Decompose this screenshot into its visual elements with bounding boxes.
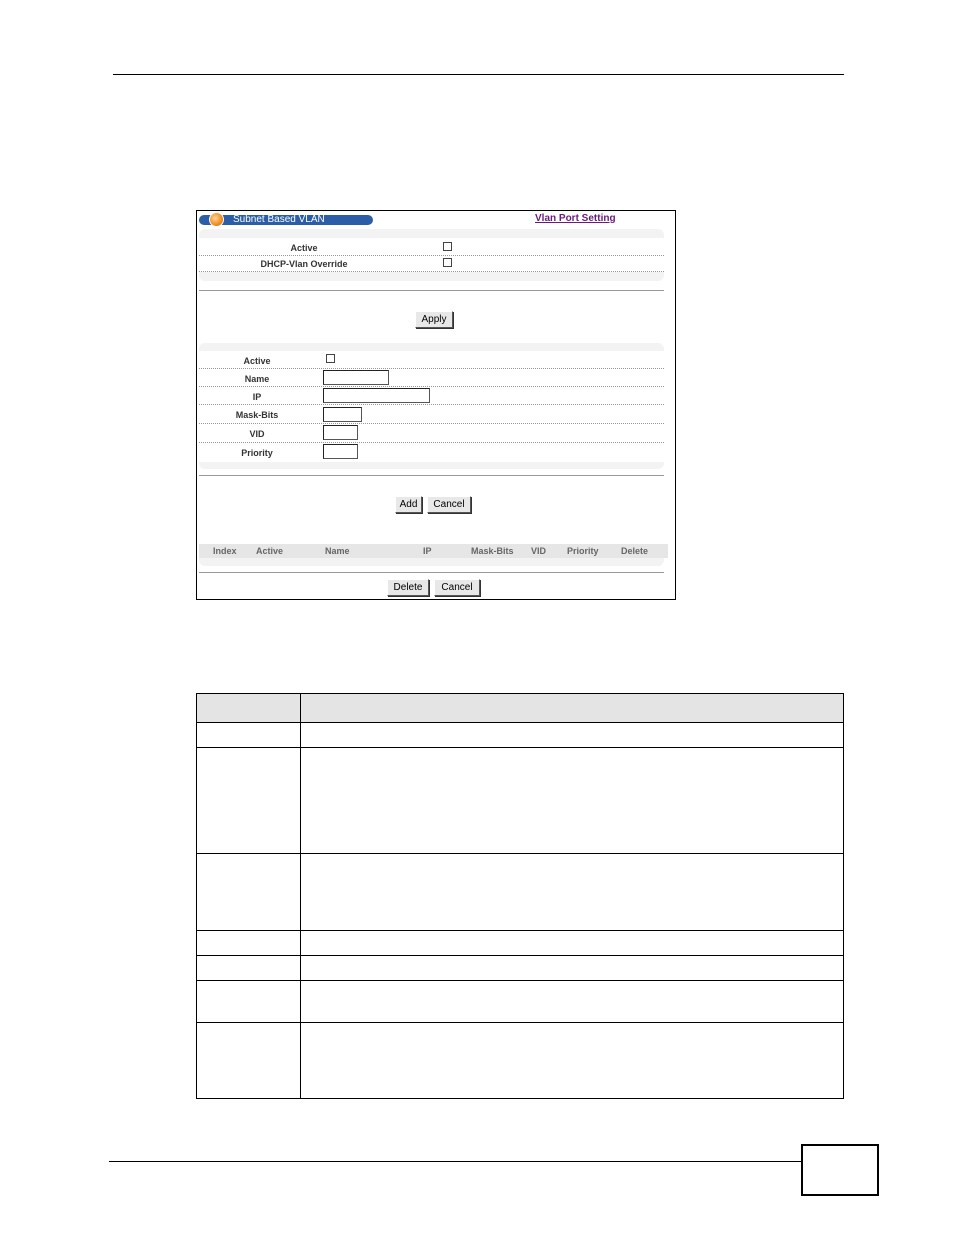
page-footer-rule [109,1161,801,1162]
dhcp-override-label: DHCP-Vlan Override [260,259,348,269]
table-column-divider [300,694,301,1098]
page-header-rule [113,74,844,75]
active-label: Active [290,243,318,253]
vid-input[interactable] [323,425,358,440]
apply-button[interactable]: Apply [415,311,453,328]
column-active: Active [256,546,284,556]
table-header-row [197,694,843,723]
separator [199,290,664,291]
description-table [196,693,844,1099]
add-button[interactable]: Add [395,496,422,513]
subnet-vlan-screen [196,210,676,600]
active-row [199,238,664,256]
vlan-port-setting-link[interactable]: Vlan Port Setting [535,213,616,224]
name-label: Name [244,374,270,384]
ip-label: IP [252,392,262,402]
form-cancel-button[interactable]: Cancel [427,496,471,513]
column-priority: Priority [567,546,599,556]
delete-button[interactable]: Delete [387,579,429,596]
dhcp-override-row [199,256,664,272]
column-index: Index [213,546,237,556]
column-mask-bits: Mask-Bits [471,546,514,556]
vid-label: VID [249,429,265,439]
vlan-list-header [199,544,668,558]
mask-bits-input[interactable] [323,407,362,422]
screen-title: Subnet Based VLAN [199,215,373,225]
dhcp-override-checkbox[interactable] [443,258,452,267]
mask-bits-row [199,405,664,424]
column-ip: IP [423,546,432,556]
table-row [197,748,843,854]
priority-label: Priority [241,448,273,458]
column-delete: Delete [621,546,649,556]
column-vid: VID [531,546,547,556]
separator [199,572,664,573]
active-checkbox[interactable] [443,242,452,251]
name-row [199,369,664,387]
table-row [197,854,843,931]
title-bullet-icon [209,212,224,227]
vlan-list-footer [199,558,664,566]
column-name: Name [325,546,350,556]
mask-bits-label: Mask-Bits [235,410,279,420]
table-row [197,956,843,981]
table-row [197,981,843,1023]
name-input[interactable] [323,370,389,385]
separator [199,475,664,476]
table-row [197,931,843,956]
vid-row [199,424,664,443]
ip-input[interactable] [323,388,430,403]
table-row [197,723,843,748]
priority-row [199,443,664,462]
list-cancel-button[interactable]: Cancel [434,579,480,596]
ip-row [199,387,664,405]
form-active-checkbox[interactable] [326,354,335,363]
form-active-label: Active [243,356,271,366]
priority-input[interactable] [323,444,358,459]
page-number-box [801,1144,879,1196]
form-active-row [199,351,664,369]
